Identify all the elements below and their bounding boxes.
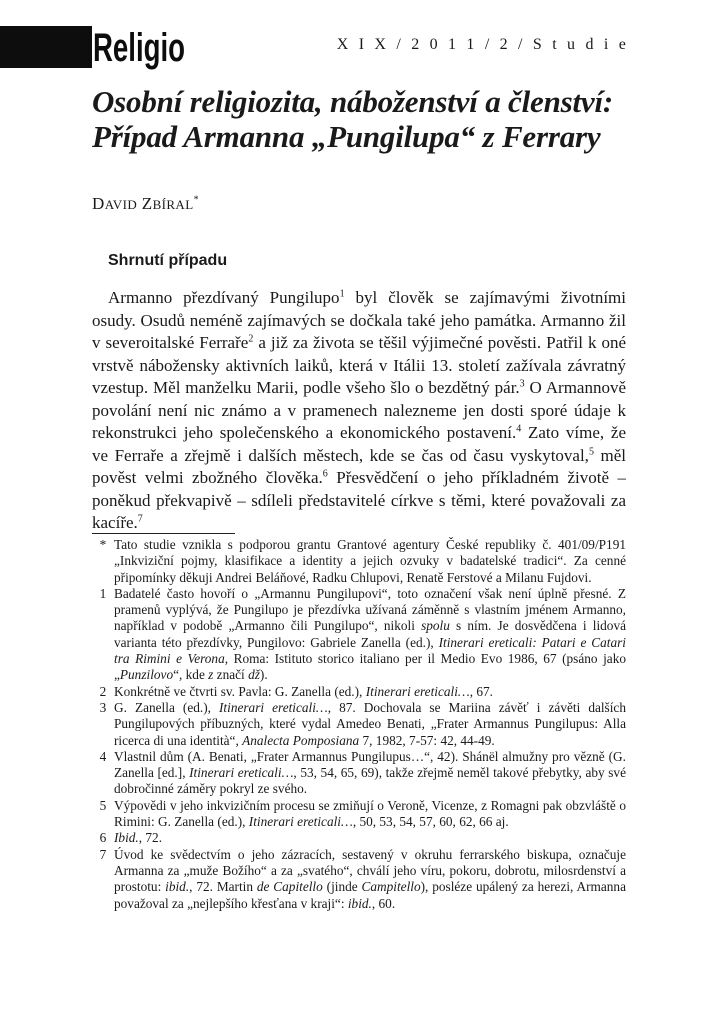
body-text — [92, 287, 626, 535]
running-head: X I X / 2 0 1 1 / 2 / S t u d i e — [336, 36, 629, 53]
footnote-3: 3 G. Zanella (ed.), Itinerari ereticali…, 87. Dochovala se Mariina závěť i závěti dalších Pungilupových příbuzných, které vydal Amedeo Benati, „Frater Armannus Pungilupus: Alla ricerca di una identità“, Analecta Pomposiana 7, 1982, 7-57: 42, 44-49. — [99, 699, 626, 748]
title-line-1: Osobní religiozita, náboženství a členství: — [92, 84, 614, 119]
section-heading: Shrnutí případu — [108, 252, 228, 269]
footnote-7: 7 Úvod ke svědectvím o jeho zázracích, sestavený v okruhu ferrarského biskupa, označuje Armanna za „muže Božího“ a za „svatého“, chválí jeho víru, pokoru, dobrotu, milosrdenství a prostotu: ibid., 72. Martin de Capitello (jinde Campitello), posléze upálený za herezi, Armanna považoval za „nejlepšího křesťana v kraji“: ibid., 60. — [99, 846, 626, 911]
footnote-1: 1 Badatelé často hovoří o „Armannu Pungilupovi“, toto označení však není úplně přesné. Z pramenů vyplývá, že Pungilupo je přezdívka užívaná záměnně s vlastním jménem Armanno, například v podobě „Armanno čili Pungilupo“, nikoli spolu s ním. Je dosvědčena i lidová varianta této přezdívky, Pungilovo: Gabriele Zanella (ed.), Itinerari ereticali: Patari e Catari tra Rimini e Verona, Roma: Istituto storico italiano per il Medio Evo 1986, 67 (psáno jako „Punzilovo“, kde z značí dž). — [99, 585, 626, 683]
footnote-ref: 4 — [516, 423, 522, 435]
footnote-6: 6 Ibid., 72. — [99, 830, 163, 846]
footnote-5: 5 Výpovědi v jeho inkvizičním procesu se zmiňují o Veroně, Vicenze, z Romagni pak obzvláště o Rimini: G. Zanella (ed.), Itinerari ereticali…, 50, 53, 54, 57, 60, 62, 66 aj. — [99, 797, 626, 830]
religio-logo — [0, 26, 190, 68]
footnote-ref: 7 — [137, 513, 143, 525]
logo-text: Religio — [93, 26, 185, 70]
footnote-ref: 2 — [248, 333, 254, 345]
footnote-2: 2 Konkrétně ve čtvrti sv. Pavla: G. Zanella (ed.), Itinerari ereticali…, 67. — [99, 683, 494, 699]
footnote-ref: 3 — [519, 378, 525, 390]
footnotes — [92, 537, 626, 912]
footnote-divider — [92, 533, 235, 534]
author-footnote-mark: * — [193, 194, 199, 206]
footnote-ref: 6 — [322, 468, 328, 480]
article-title — [92, 84, 652, 154]
footnote-ref: 5 — [588, 445, 594, 457]
footnote-ref: 1 — [339, 288, 345, 300]
footnote-star: * Tato studie vznikla s podporou grantu Grantové agentury České republiky č. 401/09/P191 „Inkviziční pojmy, klasifikace a identity a jejich ozvuky v badatelské tradici“. Za cenné připomínky děkuji Andrei Beláňové, Radku Chlupovi, Renatě Ferstové a Milanu Fujdovi. — [99, 537, 626, 585]
footnote-4: 4 Vlastnil dům (A. Benati, „Frater Armannus Pungilupus…“, 42). Shánël almužny pro vězně (G. Zanella [ed.], Itinerari ereticali…, 53, 54, 65, 69), takže zřejmě neměl takové přebytky, aby své dobročinné záměry pokryl ze svého. — [99, 748, 626, 797]
author-name: DAVID ZBÍRAL* — [92, 194, 199, 213]
title-line-2: Případ Armanna „Pungilupa“ z Ferrary — [92, 119, 601, 154]
paragraph: Armanno přezdívaný Pungilupo$^1$ byl člověk se zajímavými životními osudy. Osudů neméně zajímavých se dočkala také jeho památka. Armanno žil v severoitalské Ferraře$^2$ a již za života se těšil výjimečné pověsti. Patřil k oné vrstvě nábožensky aktivních laiků, která v Itálii 13. století zažívala závratný vzestup. Měl manželku Marii, podle všeho šlo o bezdětný pár.$^3$ O Armannově povolání není nic známo a v pramenech nalezneme jen dosti sporé údaje k rekonstrukci jeho společenského a ekonomického postavení.$^4$ Zato víme, že ve Ferraře a zřejmě i dalších městech, kde se čas od času vyskytoval,$^5$ měl pověst velmi zbožného člověka.$^6$ Přesvědčení o jeho příkladném životě – poněkud překvapivě – sdíleli představitelé církve s těmi, které považovali za kacíře.$^7$ — [92, 288, 627, 532]
